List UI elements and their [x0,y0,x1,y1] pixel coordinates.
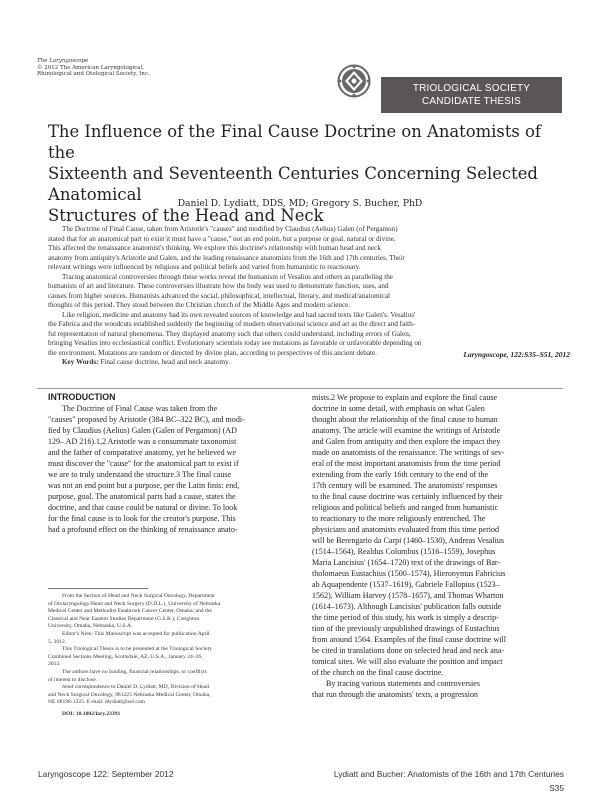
abstract-line: humanists of art and literature. These controversies illustrate how the body was used to demonstrate function, uses, and [48,282,389,290]
body-text-line: purpose, goal. The anatomical parts had a cause, states the [48,492,236,501]
body-text-line: from around 1564. Examples of the final cause doctrine will [312,635,506,644]
triological-society-logo-icon [336,64,372,98]
keywords-label: Key Words: [62,358,99,366]
abstract-line: Like religion, medicine and anatomy had its own revealed sources of knowledge and had sacred texts like Galen's. Vesalius' [62,310,416,319]
footnote-line: The authors have no funding, financial relationships, or conflicts [62,668,207,675]
body-text-line: The Doctrine of Final Cause was taken from the [62,404,218,413]
body-text-line: extending from the early 16th century to the end of the [312,470,489,479]
footnotes [48,593,298,719]
body-text-line: Maria Lancisius' (1654–1720) text of the drawings of Bar- [312,558,501,567]
footnote-line: Combined Sections Meeting, Scottsdale, AZ, U.S.A., January 24–26, [48,653,203,660]
abstract-line: Tracing anatomical controversies through these works reveal the humanism of Vesalius and others as paralleling the [62,272,393,281]
body-text-line: (1614–1673). Although Lancisius' publication falls outside [312,602,502,611]
keywords [62,358,562,368]
body-text-line: anatomy. The article will examine the writings of Aristotle [312,426,501,435]
body-text-line: By tracing various statements and controversies [326,679,480,688]
body-text-line: to the final cause doctrine was certainly influenced by their [312,492,503,501]
section-heading: INTRODUCTION [48,392,116,402]
footnote-line: of Otolaryngology/Head and Neck Surgery (D.D.L.), University of Nebraska [48,600,221,607]
section-divider [37,388,563,389]
body-text-line: the time period of this study, his work is simply a descrip- [312,613,499,622]
body-text-line: made on anatomists of the renaissance. The writings of sev- [312,448,505,457]
body-text-line: mists.2 We propose to explain and explore the final cause [312,393,498,402]
left-column [48,392,298,535]
footer-journal: Laryngoscope 122: September 2012 [38,769,174,779]
body-text-line: must discover the "cause" for the anatomical part to exist if [48,459,239,468]
footnote-divider [48,588,148,589]
body-text-line: doctrine in some detail, with emphasis on what Galen [312,404,485,413]
citation [463,350,570,359]
body-text-line: thought about the relationship of the final cause to human [312,415,498,424]
body-text-line: had a profound effect on the thinking of renaissance anato- [48,525,238,534]
footnote-line: 2013. [48,661,61,668]
footer-running-title: Lydiatt and Bucher: Anatomists of the 16th and 17th Centuries [333,769,564,779]
body-text-line: of the church on the final cause doctrine. [312,668,444,677]
footnote-line: University, Omaha, Nebraska, U.S.A. [48,623,133,630]
abstract-line: This affected the renaissance anatomist's thinking. We explore this doctrine's relationship with human head and neck [48,244,381,252]
body-text-line: physicians and anatomists evaluated from this time period [312,525,500,534]
abstract-line: thoughts of this period. They stood between the Christian church of the Middle Ages and modern science. [48,301,351,309]
footnote-line: From the Section of Head and Neck Surgical Oncology, Department [62,593,215,599]
doi: DOI: 10.1002/lary.23391 [62,710,121,717]
abstract-line: the environment. Mutations are random or directed by divine plan, according to perspectives of this ancient debate. [48,348,377,357]
footnote-line: Medical Center and Methodist Estabrook Cancer Center, Omaha; and the [48,608,212,615]
body-text-line: 1562), William Harvey (1578–1657), and Thomas Wharton [312,591,504,600]
abstract-line: The Doctrine of Final Cause, taken from Aristotle's "causes" and modified by Claudius (Aelius) Galen (of Pergamon) [62,225,398,233]
body-text-line: and Galen from antiquity and then explore the impact they [312,437,501,446]
body-text-line: we are to truly understand the structure.3 The final cause [48,470,232,479]
body-text-line: that run through the anatomists' texts, a progression [312,690,478,699]
body-text-line: 17th century will be examined. The anatomists' responses [312,481,498,490]
title-line: Sixteenth and Seventeenth Centuries Concerning Selected Anatomical [48,164,538,204]
footnote-line: Send correspondence to Daniel D. Lydiatt, MD, Division of Head [62,684,209,691]
keywords-text: Final cause doctrine, head and neck anatomy. [100,358,230,366]
right-column [312,392,563,700]
footnote-line: of interest to disclose. [48,676,98,683]
abstract-line: ful representation of natural phenomena. They displayed anatomy such that others could understand, including errors of Galen, [48,329,411,338]
journal-meta [37,58,237,78]
abstract-line: bringing Vesalius into ecclesiastical conflict. Evolutionary scientists today see mutations as favorable or unfavorable depending on [48,339,422,347]
body-text-line: eral of the most important anatomists from the time period [312,459,501,468]
body-text-line: was not an end point but a purpose, per the Latin finis: end, [48,481,240,490]
title-line: The Influence of the Final Cause Doctrine on Anatomists of the [48,122,541,162]
body-text-line: tion of the previously unpublished drawings of Eustachius [312,624,500,633]
footnote-line: This Triological Thesis is to be presented at the Triological Society [62,646,212,653]
citation-journal: Laryngoscope, [463,350,509,359]
citation-volume: 122:S35–S51, 2012 [510,350,570,359]
abstract-line: stated that for an anatomical part to exist it must have a "cause," not an end point, but a purpose or goal, natural or divine. [48,234,396,243]
footnote-line: Editor's Note: This Manuscript was accepted for publication April [62,630,210,637]
page-number: S35 [549,783,564,793]
footnote-line: NE 68198-1225. E-mail: dlydiatt@aol.com [48,699,145,706]
body-text-line: will be Berengario da Carpi (1460–1530), Andreas Vesalius [312,536,505,545]
abstract-line: causes from higher sources. Humanists advanced the social, philosophical, intellectual, literary, and medical/anatomical [48,291,390,300]
abstract-line: relevant writings were influenced by religious and political beliefs and varied from humanistic to reactionary. [48,263,361,271]
body-text-line: to reactionary to the more religiously entrenched. The [312,514,486,523]
body-text-line: tomical sites. We will also evaluate the position and impact [312,657,503,666]
body-text-line: doctrine, and that cause could be natural or divine. To look [48,503,238,512]
body-text-line: religious and political beliefs and ranged from humanistic [312,503,499,512]
abstract-line: the Fabrica and the woodcuts established suddenly the beginning of modern observational science and art as the direct and faith- [48,320,416,328]
journal-society: Rhinological and Otological Society, Inc. [37,71,150,78]
footnote-line: and Neck Surgical Oncology, 981225 Nebraska Medical Center, Omaha, [48,691,211,698]
abstract-line: anatomy from antiquity's Aristotle and Galen, and the leading renaissance anatomists from the 16th and 17th centuries. Their [48,253,405,262]
article-authors: Daniel D. Lydiatt, DDS, MD; Gregory S. Bucher, PhD [177,198,423,209]
body-text-line: "causes" proposed by Aristotle (384 BC–322 BC), and modi- [48,415,245,424]
banner-line-2: CANDIDATE THESIS [422,96,521,107]
body-text-line: tholomaeus Eustachius (1500–1574), Hieronymus Fabricius [312,569,506,578]
candidate-thesis-banner [381,77,562,113]
journal-copyright: © 2012 The American Laryngological, [37,64,144,71]
body-text-line: 129– AD 216).1,2 Aristotle was a consummate taxonomist [48,437,237,446]
body-text-line: and the father of comparative anatomy, yet he believed we [48,448,237,457]
body-text-line: be cited in translations done on selected head and neck ana- [312,646,505,655]
journal-name: The Laryngoscope [37,58,89,64]
title-line: Structures of the Head and Neck [48,206,324,225]
body-text-line: fied by Claudius (Aelius) Galen (Galen of Pergamon) (AD [48,426,237,435]
article-title [48,121,568,226]
body-text-line: for the final cause is to look for the creator's purpose. This [48,514,236,523]
body-text-line: (1514–1564), Realdus Columbus (1516–1559), Josephus [312,547,496,556]
footnote-line: Classical and Near Eastern Studies Department (G.S.B.), Creighton [48,615,200,622]
footnote-line: 5, 2012. [48,638,67,645]
body-text-line: ab Aquapendente (1537–1619), Gabriele Fallopius (1523– [312,580,500,589]
banner-line-1: TRIOLOGICAL SOCIETY [412,83,531,94]
